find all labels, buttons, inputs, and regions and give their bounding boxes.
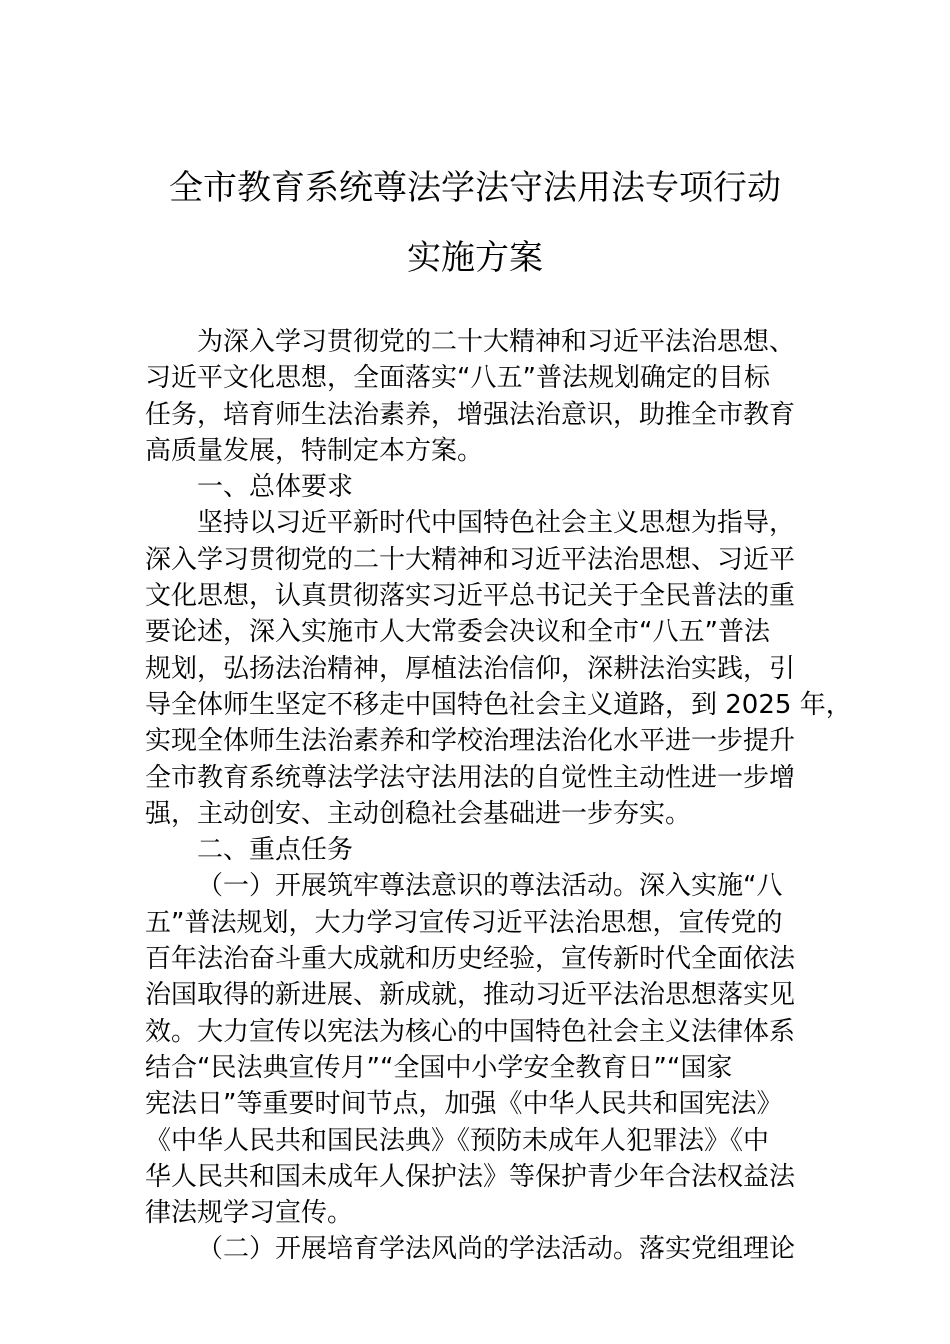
paragraph-line: 效。大力宣传以宪法为核心的中国特色社会主义法律体系 [145,1016,796,1047]
paragraph-line: 治国取得的新进展、新成就，推动习近平法治思想落实见 [145,980,796,1011]
paragraph-line: 任务，培育师生法治素养，增强法治意识，助推全市教育 [145,399,796,430]
paragraph-line: 百年法治奋斗重大成就和历史经验，宣传新时代全面依法 [145,944,796,975]
section-heading: 一、总体要求 [197,472,354,503]
paragraph-line: 强，主动创安、主动创稳社会基础进一步夯实。 [145,798,692,829]
document-title-line-1: 全市教育系统尊法学法守法用法专项行动 [169,168,781,208]
paragraph-line: 高质量发展，特制定本方案。 [145,435,484,466]
paragraph-line: 习近平文化思想，全面落实“八五”普法规划确定的目标 [145,363,770,394]
paragraph-line: 坚持以习近平新时代中国特色社会主义思想为指导， [197,508,796,539]
paragraph-line: 宪法日”等重要时间节点，加强《中华人民共和国宪法》 [145,1089,783,1120]
paragraph-line: 导全体师生坚定不移走中国特色社会主义道路，到 2025 年， [145,689,852,720]
document-body [145,324,852,1268]
paragraph-line: （二）开展培育学法风尚的学法活动。落实党组理论 [197,1234,796,1265]
paragraph-line: 华人民共和国未成年人保护法》等保护青少年合法权益法 [145,1161,796,1192]
paragraph-line: 全市教育系统尊法学法守法用法的自觉性主动性进一步增 [145,762,796,793]
paragraph-line: 要论述，深入实施市人大常委会决议和全市“八五”普法 [145,617,770,648]
paragraph-line: 规划，弘扬法治精神，厚植法治信仰，深耕法治实践，引 [145,653,796,684]
paragraph-line: 为深入学习贯彻党的二十大精神和习近平法治思想、 [197,327,796,357]
paragraph-line: 结合“民法典宣传月”“全国中小学安全教育日”“国家 [145,1052,733,1083]
paragraph-line: 实现全体师生法治素养和学校治理法治化水平进一步提升 [145,726,796,757]
document-title-line-2: 实施方案 [407,238,543,278]
paragraph-line: （一）开展筑牢尊法意识的尊法活动。深入实施“八 [197,871,783,902]
section-heading: 二、重点任务 [197,835,354,866]
paragraph-line: 五”普法规划，大力学习宣传习近平法治思想，宣传党的 [145,907,783,938]
paragraph-line: 律法规学习宣传。 [145,1198,354,1229]
paragraph-line: 文化思想，认真贯彻落实习近平总书记关于全民普法的重 [145,581,796,612]
paragraph-line: 《中华人民共和国民法典》《预防未成年人犯罪法》《中 [145,1125,770,1156]
paragraph-line: 深入学习贯彻党的二十大精神和习近平法治思想、习近平 [145,544,796,575]
